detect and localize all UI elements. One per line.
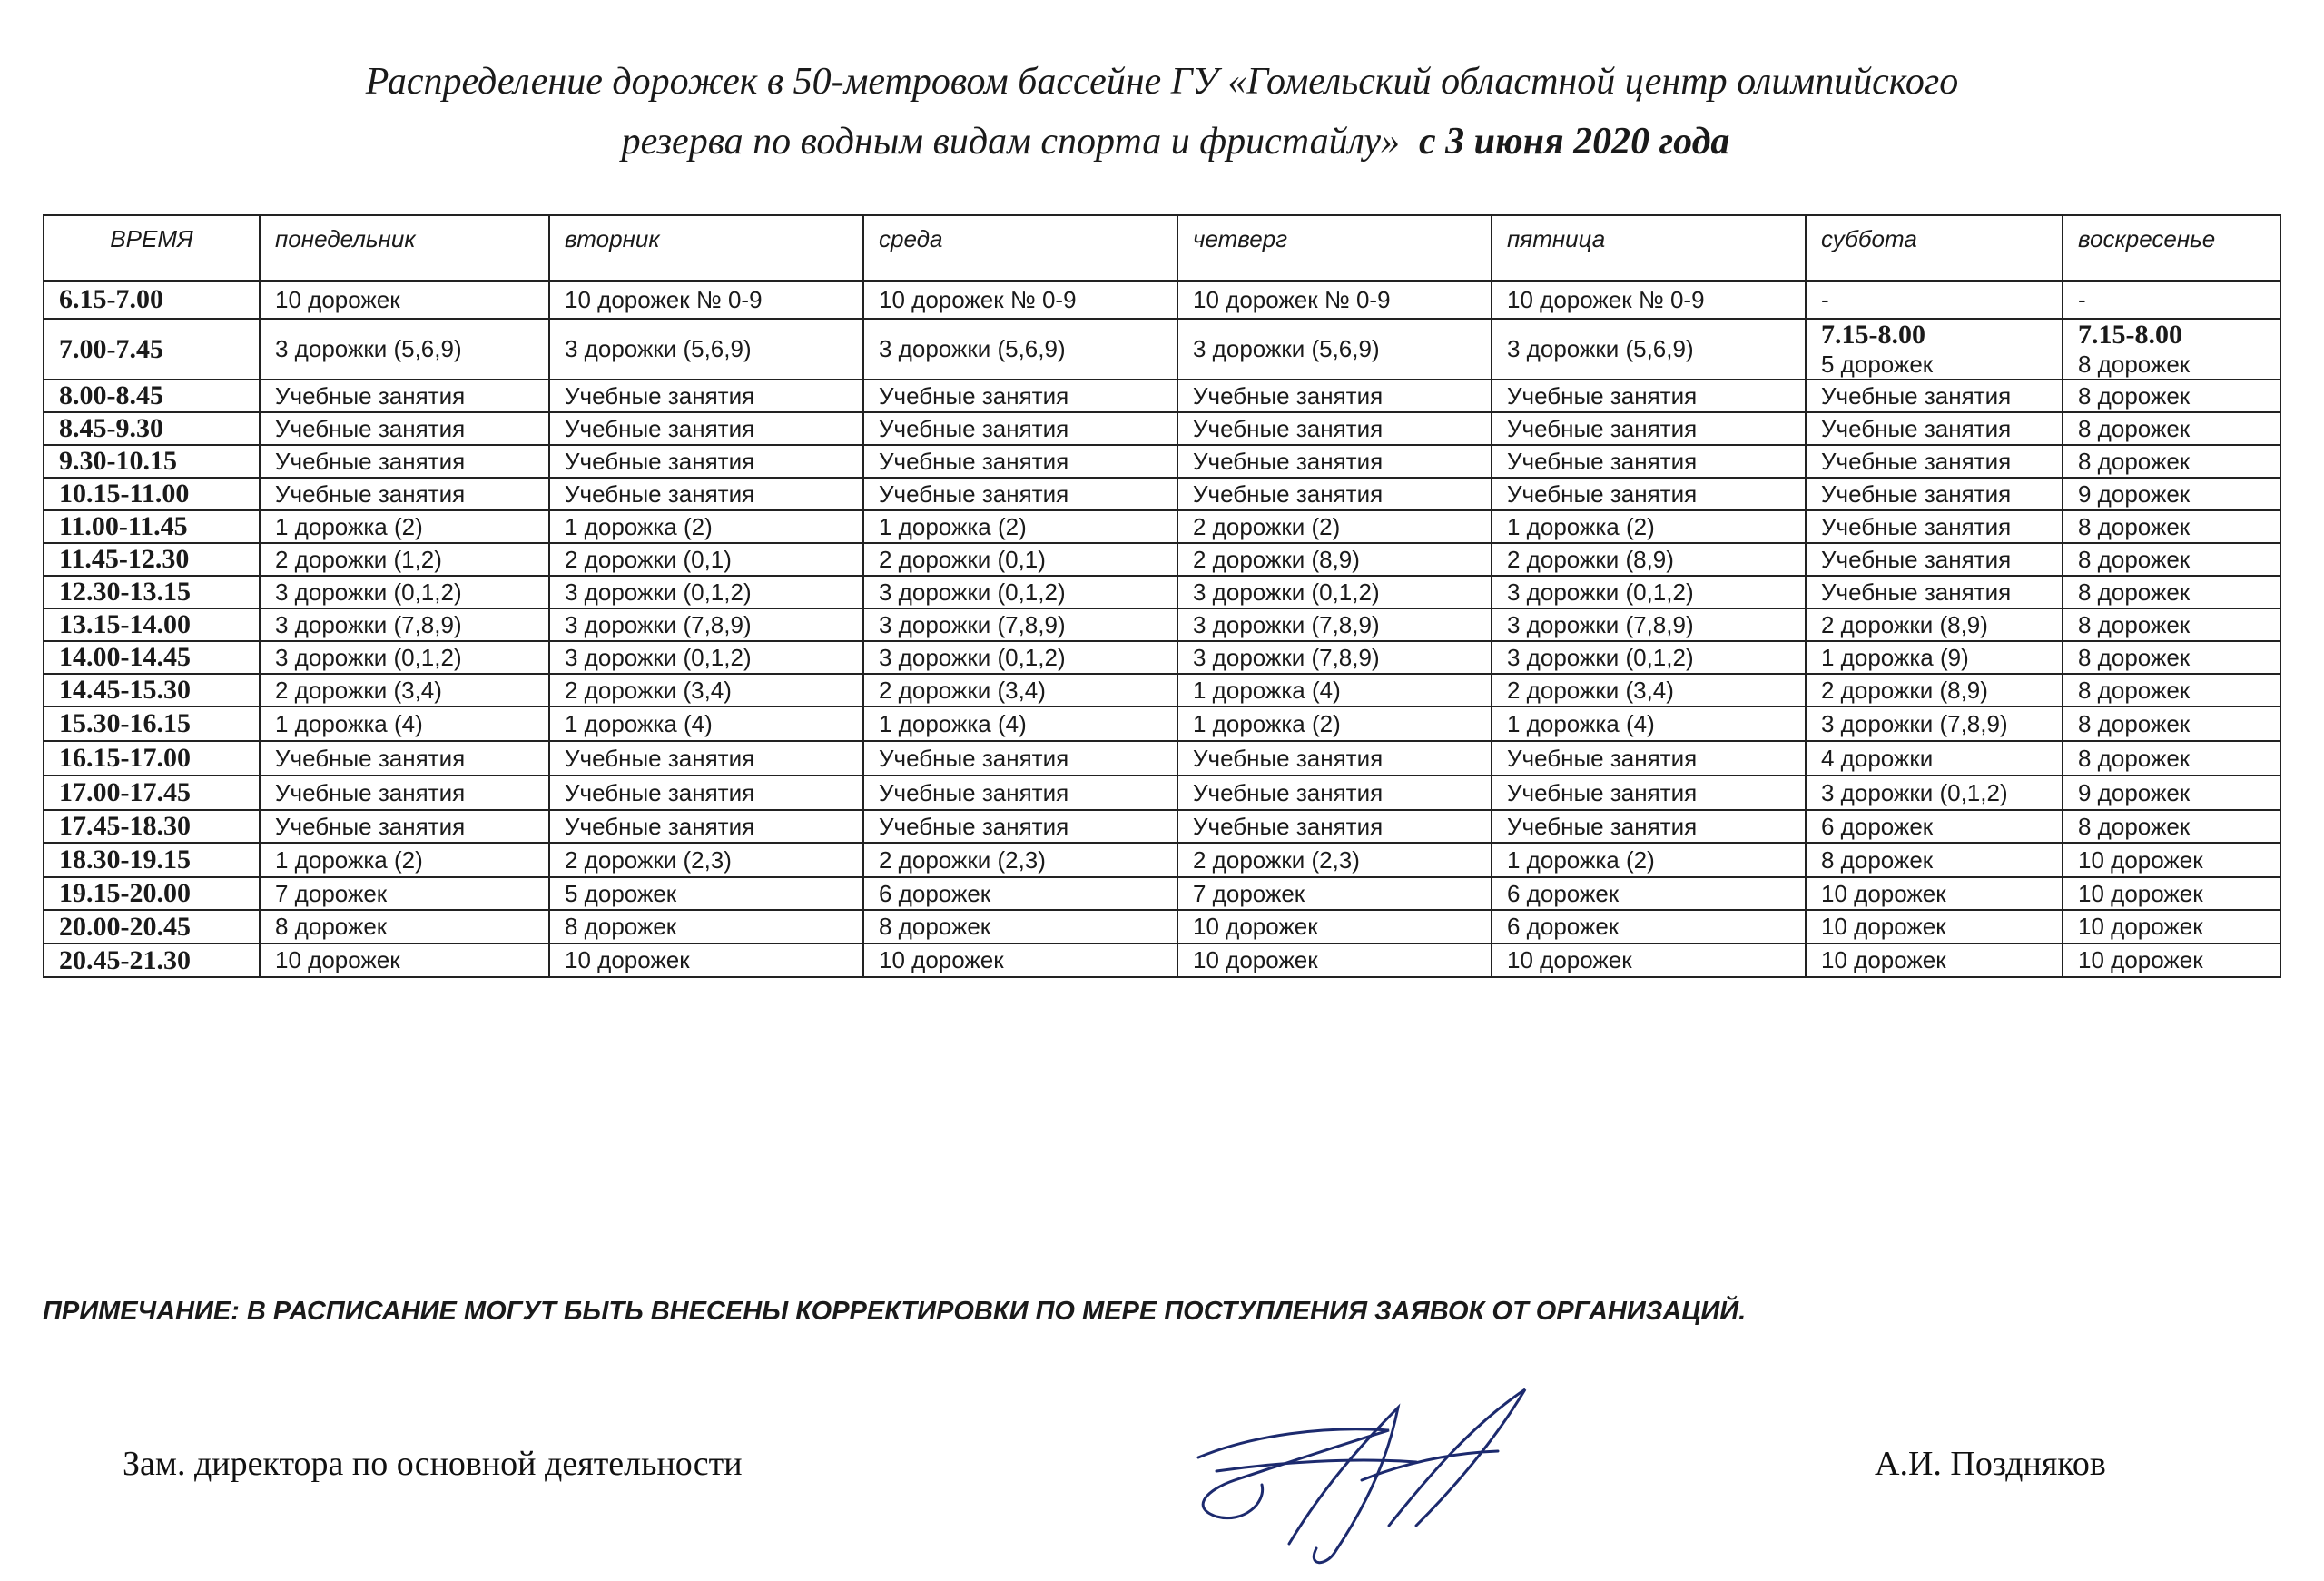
table-row	[44, 380, 2280, 412]
schedule-cell	[1806, 319, 2063, 380]
document-title-line1: Распределение дорожек в 50-метровом бассейне ГУ «Гомельский областной центр олимпийского	[365, 61, 1959, 103]
schedule-cell: Учебные занятия	[1177, 810, 1492, 843]
time-slot: 11.00-11.45	[44, 510, 260, 543]
column-header-day: четверг	[1177, 215, 1492, 281]
schedule-cell: 10 дорожек	[1806, 910, 2063, 944]
schedule-cell: Учебные занятия	[863, 478, 1177, 510]
schedule-cell: 2 дорожки (2)	[1177, 510, 1492, 543]
time-slot: 13.15-14.00	[44, 608, 260, 641]
column-header-time: ВРЕМЯ	[44, 215, 260, 281]
schedule-cell: Учебные занятия	[1492, 776, 1806, 810]
table-row	[44, 776, 2280, 810]
schedule-cell: 6 дорожек	[1492, 910, 1806, 944]
schedule-cell: 1 дорожка (2)	[863, 510, 1177, 543]
schedule-cell: 10 дорожек	[1177, 944, 1492, 977]
schedule-cell: 8 дорожек	[2063, 510, 2280, 543]
table-row	[44, 877, 2280, 910]
table-row	[44, 478, 2280, 510]
schedule-cell: 1 дорожка (2)	[260, 843, 549, 877]
schedule-cell: 2 дорожки (3,4)	[549, 674, 863, 707]
schedule-cell: Учебные занятия	[1177, 412, 1492, 445]
schedule-cell: 2 дорожки (2,3)	[863, 843, 1177, 877]
schedule-cell: 3 дорожки (7,8,9)	[1806, 707, 2063, 741]
schedule-cell: 8 дорожек	[863, 910, 1177, 944]
schedule-cell: 3 дорожки (0,1,2)	[549, 576, 863, 608]
schedule-cell: Учебные занятия	[260, 445, 549, 478]
time-slot: 12.30-13.15	[44, 576, 260, 608]
time-slot: 20.45-21.30	[44, 944, 260, 977]
schedule-cell: 2 дорожки (0,1)	[549, 543, 863, 576]
schedule-cell: Учебные занятия	[1177, 776, 1492, 810]
schedule-cell: 8 дорожек	[2063, 641, 2280, 674]
schedule-cell: 1 дорожка (4)	[260, 707, 549, 741]
time-slot: 17.00-17.45	[44, 776, 260, 810]
schedule-cell: Учебные занятия	[549, 741, 863, 776]
schedule-cell: Учебные занятия	[1492, 412, 1806, 445]
schedule-cell: 3 дорожки (0,1,2)	[1492, 576, 1806, 608]
table-row	[44, 944, 2280, 977]
schedule-cell: 6 дорожек	[1806, 810, 2063, 843]
schedule-cell: 6 дорожек	[863, 877, 1177, 910]
signature-image	[1180, 1371, 1561, 1571]
schedule-cell: 2 дорожки (8,9)	[1806, 674, 2063, 707]
schedule-cell	[2063, 319, 2280, 380]
schedule-cell: 2 дорожки (3,4)	[260, 674, 549, 707]
schedule-cell: Учебные занятия	[1177, 478, 1492, 510]
schedule-cell: 1 дорожка (2)	[260, 510, 549, 543]
time-slot: 17.45-18.30	[44, 810, 260, 843]
schedule-cell: Учебные занятия	[549, 810, 863, 843]
schedule-cell: 3 дорожки (7,8,9)	[549, 608, 863, 641]
time-slot: 19.15-20.00	[44, 877, 260, 910]
schedule-cell: 10 дорожек	[863, 944, 1177, 977]
schedule-cell: Учебные занятия	[1492, 478, 1806, 510]
schedule-cell: 8 дорожек	[549, 910, 863, 944]
schedule-cell: 3 дорожки (0,1,2)	[863, 641, 1177, 674]
schedule-cell: 1 дорожка (2)	[1492, 843, 1806, 877]
signer-position: Зам. директора по основной деятельности	[123, 1445, 743, 1483]
schedule-cell: 3 дорожки (7,8,9)	[1177, 641, 1492, 674]
schedule-cell: 3 дорожки (5,6,9)	[260, 319, 549, 380]
table-row	[44, 741, 2280, 776]
time-slot: 15.30-16.15	[44, 707, 260, 741]
schedule-cell: -	[2063, 281, 2280, 319]
signer-name: А.И. Поздняков	[1875, 1445, 2106, 1483]
schedule-cell: 10 дорожек № 0-9	[549, 281, 863, 319]
schedule-cell: 3 дорожки (5,6,9)	[549, 319, 863, 380]
schedule-cell: Учебные занятия	[1806, 478, 2063, 510]
time-slot: 11.45-12.30	[44, 543, 260, 576]
table-row	[44, 910, 2280, 944]
time-slot: 7.00-7.45	[44, 319, 260, 380]
schedule-cell: 8 дорожек	[2063, 608, 2280, 641]
schedule-cell: 10 дорожек	[2063, 944, 2280, 977]
table-row	[44, 843, 2280, 877]
schedule-cell: 3 дорожки (5,6,9)	[863, 319, 1177, 380]
schedule-cell: 10 дорожек	[1806, 877, 2063, 910]
schedule-cell: 1 дорожка (4)	[1177, 674, 1492, 707]
schedule-cell: Учебные занятия	[549, 412, 863, 445]
schedule-cell: 1 дорожка (2)	[1492, 510, 1806, 543]
time-slot: 14.45-15.30	[44, 674, 260, 707]
schedule-cell: 2 дорожки (8,9)	[1177, 543, 1492, 576]
schedule-cell: 10 дорожек	[1492, 944, 1806, 977]
table-row	[44, 445, 2280, 478]
schedule-cell: 7 дорожек	[1177, 877, 1492, 910]
schedule-cell: 8 дорожек	[2063, 380, 2280, 412]
table-row	[44, 674, 2280, 707]
schedule-cell: Учебные занятия	[1492, 810, 1806, 843]
schedule-cell: 1 дорожка (2)	[1177, 707, 1492, 741]
time-slot: 8.00-8.45	[44, 380, 260, 412]
schedule-cell: Учебные занятия	[1806, 445, 2063, 478]
table-row	[44, 810, 2280, 843]
schedule-table	[43, 214, 2281, 978]
column-header-day: вторник	[549, 215, 863, 281]
schedule-cell: 10 дорожек № 0-9	[1492, 281, 1806, 319]
time-slot: 18.30-19.15	[44, 843, 260, 877]
schedule-cell: 2 дорожки (2,3)	[1177, 843, 1492, 877]
table-row	[44, 412, 2280, 445]
cell-time: 7.15-8.00	[2078, 320, 2182, 350]
time-slot: 10.15-11.00	[44, 478, 260, 510]
table-row	[44, 543, 2280, 576]
table-row	[44, 576, 2280, 608]
schedule-cell: Учебные занятия	[1177, 741, 1492, 776]
schedule-cell: 10 дорожек	[2063, 877, 2280, 910]
schedule-body	[44, 281, 2280, 977]
table-row	[44, 281, 2280, 319]
schedule-cell: 3 дорожки (0,1,2)	[260, 576, 549, 608]
schedule-cell: 8 дорожек	[2063, 576, 2280, 608]
schedule-cell: Учебные занятия	[260, 412, 549, 445]
schedule-cell: 2 дорожки (8,9)	[1806, 608, 2063, 641]
schedule-cell: Учебные занятия	[549, 776, 863, 810]
schedule-cell: 2 дорожки (8,9)	[1492, 543, 1806, 576]
title-date: с 3 июня 2020 года	[1419, 121, 1730, 163]
schedule-cell: 5 дорожек	[549, 877, 863, 910]
schedule-cell: 4 дорожки	[1806, 741, 2063, 776]
schedule-cell: Учебные занятия	[260, 776, 549, 810]
schedule-cell: 3 дорожки (0,1,2)	[1806, 776, 2063, 810]
column-header-day: суббота	[1806, 215, 2063, 281]
schedule-cell: 3 дорожки (0,1,2)	[1492, 641, 1806, 674]
document-title-line2	[0, 120, 2324, 163]
cell-time: 7.15-8.00	[1821, 320, 1925, 350]
schedule-cell: 8 дорожек	[2063, 741, 2280, 776]
schedule-cell: -	[1806, 281, 2063, 319]
schedule-cell: 7 дорожек	[260, 877, 549, 910]
column-header-day: воскресенье	[2063, 215, 2280, 281]
schedule-cell: 1 дорожка (4)	[863, 707, 1177, 741]
schedule-cell: Учебные занятия	[863, 741, 1177, 776]
schedule-cell: 10 дорожек № 0-9	[1177, 281, 1492, 319]
schedule-cell: 8 дорожек	[2063, 543, 2280, 576]
header-row	[44, 215, 2280, 281]
schedule-cell: 8 дорожек	[2063, 674, 2280, 707]
time-slot: 8.45-9.30	[44, 412, 260, 445]
note: ПРИМЕЧАНИЕ: В РАСПИСАНИЕ МОГУТ БЫТЬ ВНЕСЕНЫ КОРРЕКТИРОВКИ ПО МЕРЕ ПОСТУПЛЕНИЯ ЗАЯВОК ОТ ОРГАНИЗАЦИЙ.	[43, 1297, 1747, 1326]
schedule-cell: Учебные занятия	[863, 776, 1177, 810]
time-slot: 9.30-10.15	[44, 445, 260, 478]
schedule-cell: 2 дорожки (2,3)	[549, 843, 863, 877]
schedule-cell: Учебные занятия	[549, 478, 863, 510]
schedule-cell: 3 дорожки (0,1,2)	[863, 576, 1177, 608]
schedule-cell: Учебные занятия	[1806, 576, 2063, 608]
schedule-cell: 10 дорожек	[1177, 910, 1492, 944]
schedule-cell: Учебные занятия	[863, 810, 1177, 843]
schedule-cell: Учебные занятия	[260, 380, 549, 412]
time-slot: 20.00-20.45	[44, 910, 260, 944]
schedule-cell: 10 дорожек	[1806, 944, 2063, 977]
table-row	[44, 707, 2280, 741]
schedule-cell: Учебные занятия	[1492, 741, 1806, 776]
column-header-day: пятница	[1492, 215, 1806, 281]
schedule-cell: 3 дорожки (7,8,9)	[1492, 608, 1806, 641]
table-row	[44, 608, 2280, 641]
schedule-cell: 10 дорожек	[2063, 843, 2280, 877]
schedule-cell: 2 дорожки (0,1)	[863, 543, 1177, 576]
schedule-cell: 8 дорожек	[2063, 810, 2280, 843]
schedule-cell: Учебные занятия	[863, 412, 1177, 445]
schedule-cell: 3 дорожки (7,8,9)	[863, 608, 1177, 641]
schedule-cell: Учебные занятия	[1806, 412, 2063, 445]
schedule-cell: Учебные занятия	[1177, 445, 1492, 478]
time-slot: 6.15-7.00	[44, 281, 260, 319]
column-header-day: среда	[863, 215, 1177, 281]
time-slot: 16.15-17.00	[44, 741, 260, 776]
schedule-cell: Учебные занятия	[1806, 543, 2063, 576]
title-text: резерва по водным видам спорта и фристайлу»	[621, 121, 1401, 163]
schedule-cell: 8 дорожек	[2063, 445, 2280, 478]
schedule-cell: 3 дорожки (0,1,2)	[260, 641, 549, 674]
schedule-cell: 10 дорожек	[260, 944, 549, 977]
schedule-cell: 3 дорожки (0,1,2)	[549, 641, 863, 674]
schedule-cell: 10 дорожек	[549, 944, 863, 977]
schedule-cell: Учебные занятия	[260, 741, 549, 776]
schedule-cell: 1 дорожка (4)	[549, 707, 863, 741]
schedule-cell: 10 дорожек	[260, 281, 549, 319]
schedule-cell: 2 дорожки (3,4)	[1492, 674, 1806, 707]
schedule-cell: 3 дорожки (0,1,2)	[1177, 576, 1492, 608]
schedule-cell: 9 дорожек	[2063, 776, 2280, 810]
time-slot: 14.00-14.45	[44, 641, 260, 674]
schedule-cell: 1 дорожка (4)	[1492, 707, 1806, 741]
schedule-cell: 9 дорожек	[2063, 478, 2280, 510]
schedule-cell: Учебные занятия	[1492, 380, 1806, 412]
column-header-day: понедельник	[260, 215, 549, 281]
schedule-cell: Учебные занятия	[1806, 380, 2063, 412]
schedule-cell: Учебные занятия	[1492, 445, 1806, 478]
schedule-cell: 3 дорожки (5,6,9)	[1492, 319, 1806, 380]
cell-lanes: 8 дорожек	[2078, 351, 2191, 378]
schedule-cell: 3 дорожки (7,8,9)	[1177, 608, 1492, 641]
schedule-cell: 2 дорожки (3,4)	[863, 674, 1177, 707]
schedule-cell: 8 дорожек	[2063, 412, 2280, 445]
table-row	[44, 510, 2280, 543]
schedule-cell: Учебные занятия	[863, 445, 1177, 478]
table-row	[44, 319, 2280, 380]
schedule-cell: 6 дорожек	[1492, 877, 1806, 910]
schedule-cell: 8 дорожек	[1806, 843, 2063, 877]
schedule-cell: 8 дорожек	[2063, 707, 2280, 741]
schedule-cell: Учебные занятия	[1177, 380, 1492, 412]
table-row	[44, 641, 2280, 674]
schedule-cell: 10 дорожек № 0-9	[863, 281, 1177, 319]
schedule-cell: Учебные занятия	[1806, 510, 2063, 543]
schedule-cell: 1 дорожка (2)	[549, 510, 863, 543]
schedule-cell: 3 дорожки (5,6,9)	[1177, 319, 1492, 380]
schedule-cell: Учебные занятия	[549, 445, 863, 478]
schedule-cell: 3 дорожки (7,8,9)	[260, 608, 549, 641]
schedule-cell: 10 дорожек	[2063, 910, 2280, 944]
schedule-cell: Учебные занятия	[549, 380, 863, 412]
schedule-cell: Учебные занятия	[260, 478, 549, 510]
schedule-cell: 2 дорожки (1,2)	[260, 543, 549, 576]
schedule-cell: Учебные занятия	[863, 380, 1177, 412]
cell-lanes: 5 дорожек	[1821, 351, 1934, 378]
schedule-cell: 1 дорожка (9)	[1806, 641, 2063, 674]
schedule-cell: 8 дорожек	[260, 910, 549, 944]
schedule-cell: Учебные занятия	[260, 810, 549, 843]
